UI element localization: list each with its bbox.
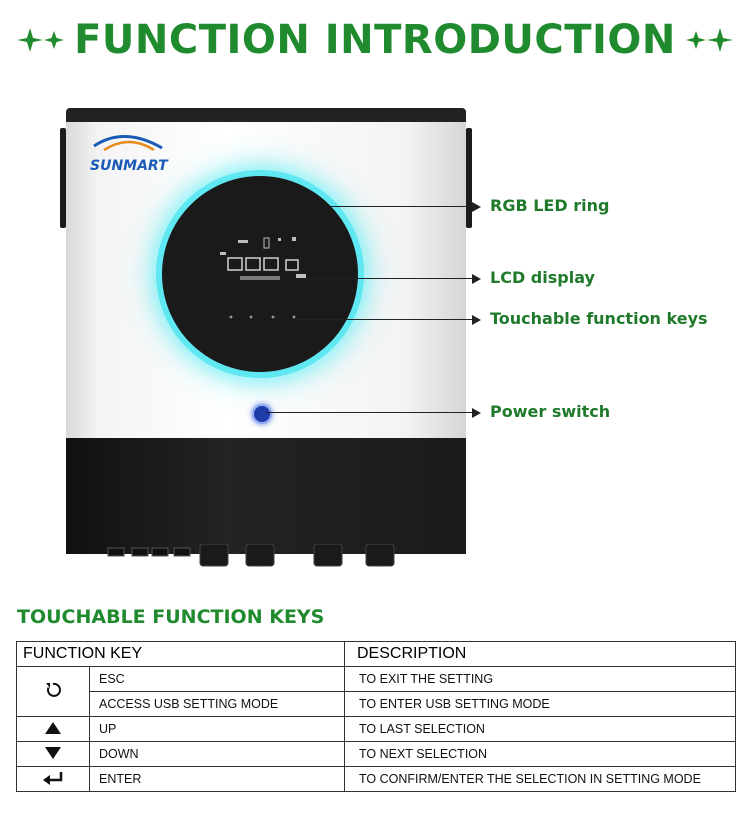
table-row — [17, 667, 736, 692]
callout-line — [300, 278, 472, 279]
key-name: ESC — [90, 667, 345, 692]
table-header-row — [17, 642, 736, 667]
table-row — [17, 767, 736, 792]
page-header — [0, 10, 750, 70]
callout-line — [330, 206, 472, 207]
function-keys-table — [16, 641, 736, 792]
page-title: FUNCTION INTRODUCTION — [74, 17, 676, 63]
arrow-up-icon — [17, 717, 90, 742]
brand-logo — [84, 128, 174, 178]
touch-keys-row — [226, 314, 306, 320]
key-description: TO ENTER USB SETTING MODE — [345, 692, 736, 717]
callout-line — [296, 319, 472, 320]
device-bottom-housing — [66, 438, 466, 554]
callout-touch-keys — [296, 309, 716, 331]
key-description: TO EXIT THE SETTING — [345, 667, 736, 692]
device-top-edge — [66, 108, 466, 122]
arrow-head-icon — [472, 408, 481, 418]
key-description: TO CONFIRM/ENTER THE SELECTION IN SETTING MODE — [345, 767, 736, 792]
arrow-head-icon — [472, 315, 481, 325]
key-name: ACCESS USB SETTING MODE — [90, 692, 345, 717]
callout-rgb-led-ring — [330, 196, 630, 218]
arrow-head-icon — [472, 274, 481, 284]
sparkle-icon — [14, 25, 70, 55]
table-row — [17, 717, 736, 742]
column-header-function-key: FUNCTION KEY — [17, 642, 345, 667]
section-title: TOUCHABLE FUNCTION KEYS — [17, 606, 325, 628]
callout-lcd-display — [300, 268, 620, 290]
rotate-back-icon — [17, 667, 90, 717]
key-name: DOWN — [90, 742, 345, 767]
arrow-head-icon — [472, 202, 481, 212]
table-row — [17, 742, 736, 767]
callout-label: Touchable function keys — [490, 309, 708, 328]
callout-label: Power switch — [490, 402, 611, 421]
svg-text:SUNMART: SUNMART — [90, 158, 168, 174]
callout-line — [266, 412, 472, 413]
key-description: TO LAST SELECTION — [345, 717, 736, 742]
sparkle-icon — [680, 25, 736, 55]
callout-power-switch — [266, 402, 646, 424]
table-row — [17, 692, 736, 717]
callout-label: RGB LED ring — [490, 196, 610, 215]
callout-label: LCD display — [490, 268, 595, 287]
cable-ports — [96, 544, 456, 574]
column-header-description: DESCRIPTION — [345, 642, 736, 667]
key-description: TO NEXT SELECTION — [345, 742, 736, 767]
enter-icon — [17, 767, 90, 792]
key-name: UP — [90, 717, 345, 742]
arrow-down-icon — [17, 742, 90, 767]
key-name: ENTER — [90, 767, 345, 792]
